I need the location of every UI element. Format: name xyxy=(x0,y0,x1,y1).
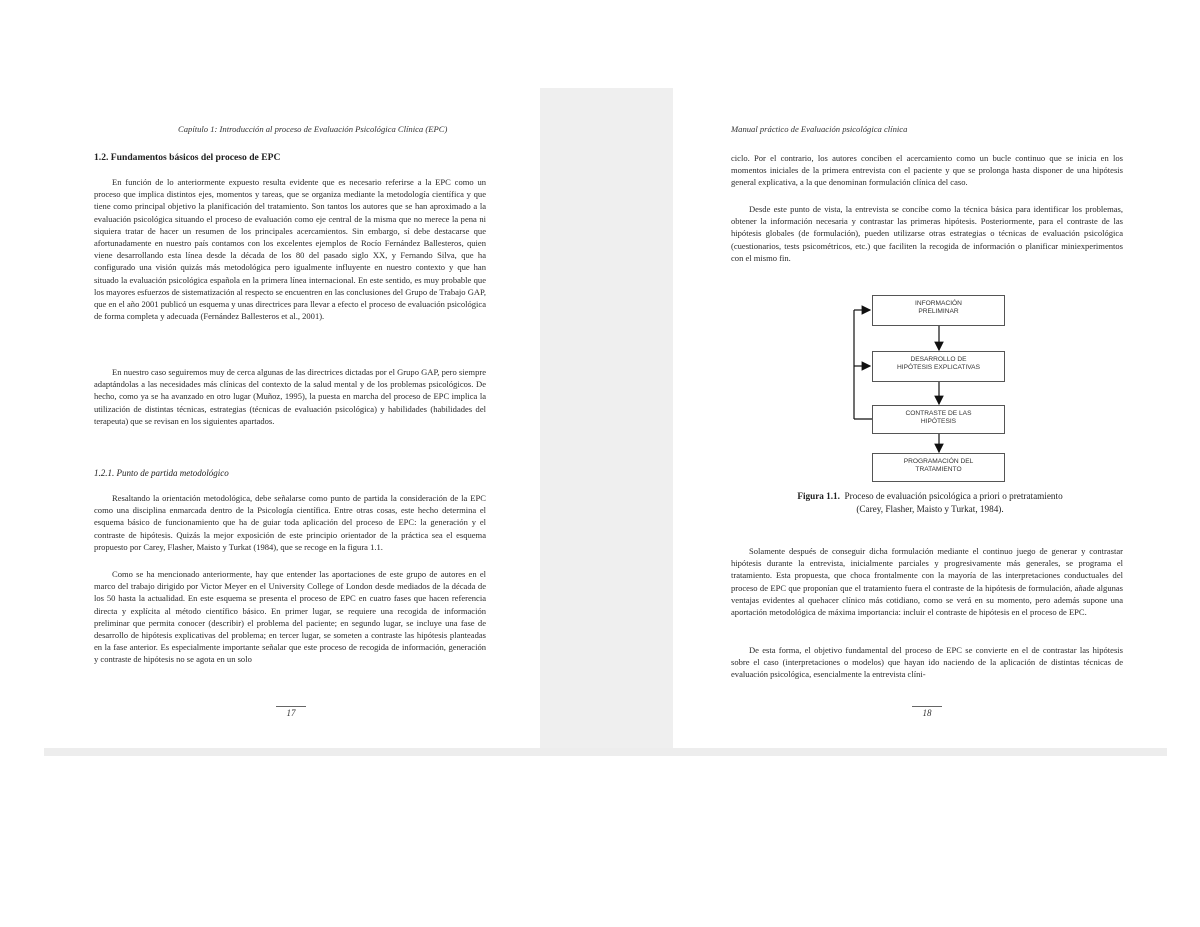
box2-line1: DESARROLLO DE xyxy=(910,356,967,363)
page-gap xyxy=(540,88,673,748)
box3-line2: HIPÓTESIS xyxy=(920,418,957,425)
flow-box-desarrollo-hipotesis xyxy=(872,351,1005,382)
right-running-header: Manual práctico de Evaluación psicológica clínica xyxy=(731,124,908,134)
box1-line2: PRELIMINAR xyxy=(918,308,959,315)
box4-line2: TRATAMIENTO xyxy=(915,466,962,473)
right-paragraph-2: Desde este punto de vista, la entrevista se concibe como la técnica básica para identificar los problemas, obtener la información necesaria y contrastar las primeras hipótesis. Posteriormente, para el contraste de las hipótesis globales (de formulación), pueden utilizarse otras estrategias o técnicas de evaluación psicológica (cuestionarios, tests psicométricos, etc.) que faciliten la recogida de información o planificar miniexperimentos con el mismo fin. xyxy=(731,204,1123,263)
left-paragraph-1: En función de lo anteriormente expuesto resulta evidente que es necesario referirse a la EPC como un proceso que implica distintos ejes, momentos y tareas, que se organiza mediante la metodología científica y que tiene como principal objetivo la planificación del tratamiento. Son tantos los autores que se han aproximado a la evaluación psicológica situando el proceso de evaluación como eje central de la misma que no merece la pena ni siquiera tratar de hacer un resumen de los principales acercamientos. Sin embargo, sí debe destacarse que afortunadamente en nuestro país contamos con los excelentes ejemplos de Rocío Fernández Ballesteros, quien viene desarrollando esta línea desde la década de los 80 del pasado siglo XX, y Fernando Silva, que ha configurado una visión quizás más metodológica pero igualmente influyente en nuestro contexto y que han situado la evaluación psicológica española en la primera línea internacional. En este sentido, es muy probable que los mayores esfuerzos de sistematización al respecto se encuentren en las conclusiones del Grupo de Trabajo GAP, que en el año 2001 publicó un esquema y unas directrices para llevar a efecto el proceso de evaluación psicológica de forma completa y adecuada (Fernández Ballesteros et al., 2001). xyxy=(94,177,486,322)
right-paragraph-1: ciclo. Por el contrario, los autores conciben el acercamiento como un bucle continuo que se inicia en los momentos iniciales de la primera entrevista con el paciente y que se prolonga hasta disponer de una hipótesis general explicativa, a la que denominan formulación clínica del caso. xyxy=(731,153,1123,188)
caption-citation: (Carey, Flasher, Maisto y Turkat, 1984). xyxy=(856,504,1004,514)
page-number-left: 17 xyxy=(276,706,306,718)
caption-text: Proceso de evaluación psicológica a priori o pretratamiento xyxy=(844,491,1063,501)
left-paragraph-3: Resaltando la orientación metodológica, debe señalarse como punto de partida la consideración de la EPC como una disciplina enmarcada dentro de la Psicología científica. Entre otras cosas, este hecho determina el esquema básico de funcionamiento que ha de guiar toda aplicación del proceso de EPC: la generación y el contraste de hipótesis. Quizás la mejor exposición de este principio orientador de la práctica sea el esquema propuesto por Carey, Flasher, Maisto y Turkat (1984), que se recoge en la figura 1.1. xyxy=(94,493,486,552)
figure-caption xyxy=(760,490,1100,516)
section-heading: 1.2. Fundamentos básicos del proceso de EPC xyxy=(94,152,281,163)
flow-box-contraste-hipotesis xyxy=(872,405,1005,434)
left-paragraph-2: En nuestro caso seguiremos muy de cerca algunas de las directrices dictadas por el Grupo GAP, pero siempre adaptándolas a las necesidades más clínicas del contexto de la salud mental y de los problemas psicológicos. De hecho, como ya se ha avanzado en otro lugar (Muñoz, 1995), la puesta en marcha del proceso de EPC implica la utilización de distintas técnicas, estrategias (técnicas de evaluación psicológica) y habilidades (habilidades del terapeuta) que se revisan en los siguientes apartados. xyxy=(94,367,486,426)
left-paragraph-4: Como se ha mencionado anteriormente, hay que entender las aportaciones de este grupo de autores en el marco del trabajo dirigido por Victor Meyer en el University College of London desde mediados de la década de los 50 hasta la actualidad. En este esquema se presenta el proceso de EPC en cuatro fases que hacen referencia directa y explícita al método científico básico. En primer lugar, se requiere una recogida de información preliminar que permita conocer (describir) el problema del paciente; en segundo lugar, se incluye una fase de desarrollo de hipótesis explicativas del problema; en tercer lugar, se someten a contraste las hipótesis planteadas en la fase anterior. Es especialmente importante señalar que este proceso de recogida de información, generación y contraste de hipótesis no se agota en un solo xyxy=(94,569,486,665)
right-paragraph-3: Solamente después de conseguir dicha formulación mediante el continuo juego de generar y contrastar hipótesis durante la entrevista, inicialmente parciales y progresivamente más generales, se programa el tratamiento. Esta propuesta, que choca frontalmente con la mayoría de las interpretaciones conductuales del proceso de EPC que proponían que el tratamiento fuera el contraste de la hipótesis de formulación, añade algunas ventajas evidentes al quehacer clínico más cotidiano, como se verá en su momento, pero además supone una aportación metodológica de máxima importancia: incluir el contraste de hipótesis en el proceso de EPC. xyxy=(731,546,1123,618)
caption-label: Figura 1.1. xyxy=(797,491,840,501)
box4-line1: PROGRAMACIÓN DEL xyxy=(903,458,974,465)
box2-line2: HIPÓTESIS EXPLICATIVAS xyxy=(897,364,980,371)
subsection-heading: 1.2.1. Punto de partida metodológico xyxy=(94,468,229,478)
page-number-right: 18 xyxy=(912,706,942,718)
right-paragraph-4: De esta forma, el objetivo fundamental del proceso de EPC se convierte en el de contrastar las hipótesis sobre el caso (interpretaciones o modelos) que hayan ido naciendo de la aplicación de distintas técnicas de evaluación psicológica, esencialmente la entrevista clíni- xyxy=(731,645,1123,680)
box1-line1: INFORMACIÓN xyxy=(915,300,962,307)
flowchart-figure-1-1 xyxy=(840,290,1020,490)
flow-box-informacion-preliminar xyxy=(872,295,1005,326)
flow-box-programacion-tratamiento xyxy=(872,453,1005,482)
box3-line1: CONTRASTE DE LAS xyxy=(905,410,972,417)
left-running-header: Capítulo 1: Introducción al proceso de Evaluación Psicológica Clínica (EPC) xyxy=(178,124,448,134)
